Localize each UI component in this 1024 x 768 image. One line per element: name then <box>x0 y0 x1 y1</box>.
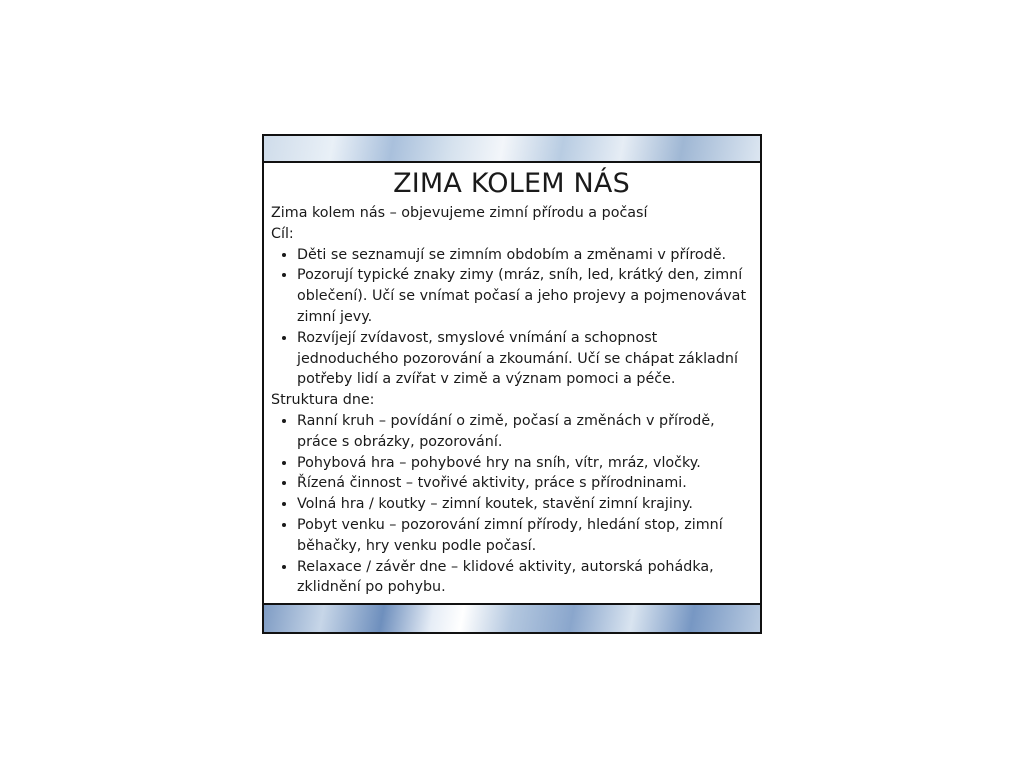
goal-item: • Děti se seznamují se zimním obdobím a změnami v přírodě. <box>297 245 752 266</box>
goal-item: • Rozvíjejí zvídavost, smyslové vnímání a schopnost jednoduchého pozorování a zkoumání. Učí se chápat základní potřeby lidí a zvířat v zimě a význam pomoci a péče. <box>297 328 752 390</box>
slide-content <box>264 163 760 603</box>
structure-item: • Relaxace / závěr dne – klidové aktivity, autorská pohádka, zklidnění po pohybu. <box>297 557 752 599</box>
slide-title: ZIMA KOLEM NÁS <box>393 168 630 199</box>
goal-list <box>271 245 752 391</box>
goal-item: • Pozorují typické znaky zimy (mráz, sníh, led, krátký den, zimní oblečení). Učí se vnímat počasí a jeho projevy a pojmenovávat zimní jevy. <box>297 265 752 327</box>
winter-image-band-bottom <box>264 603 760 632</box>
slide-subtitle: Zima kolem nás – objevujeme zimní přírodu a počasí <box>271 205 648 221</box>
structure-heading: Struktura dne: <box>271 392 375 409</box>
structure-list <box>271 411 752 598</box>
slide-card <box>262 134 762 634</box>
winter-image-band-top <box>264 136 760 163</box>
structure-item: • Pobyt venku – pozorování zimní přírody, hledání stop, zimní běhačky, hry venku podle počasí. <box>297 515 752 557</box>
structure-item: • Řízená činnost – tvořivé aktivity, práce s přírodninami. <box>297 473 752 494</box>
structure-item: • Pohybová hra – pohybové hry na sníh, vítr, mráz, vločky. <box>297 453 752 474</box>
structure-item: • Volná hra / koutky – zimní koutek, stavění zimní krajiny. <box>297 494 752 515</box>
structure-item: • Ranní kruh – povídání o zimě, počasí a změnách v přírodě, práce s obrázky, pozorování. <box>297 411 752 453</box>
goal-heading: Cíl: <box>271 225 294 242</box>
